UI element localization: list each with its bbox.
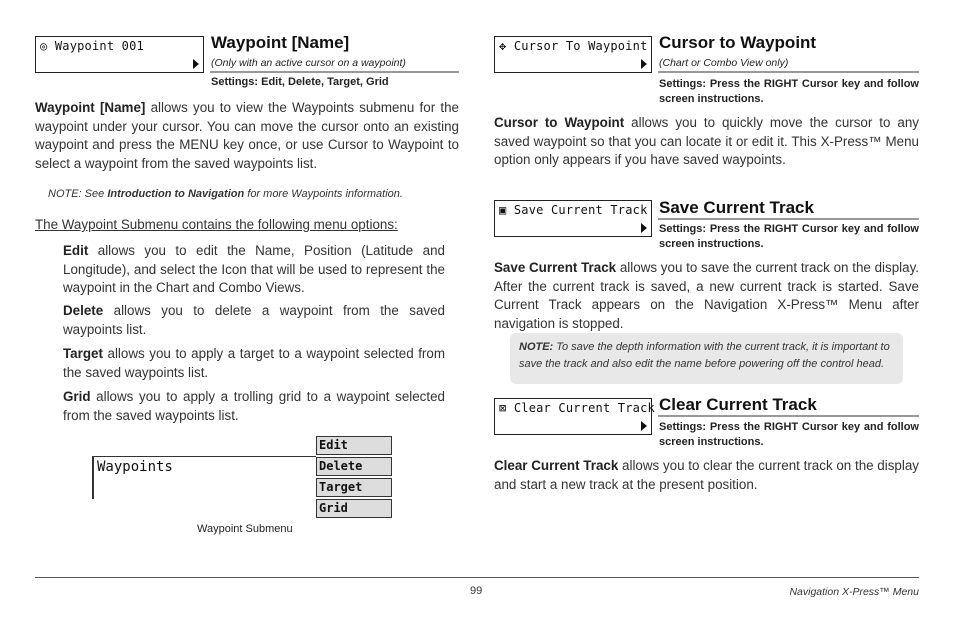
save-track-title: Save Current Track bbox=[659, 198, 814, 217]
option-edit bbox=[63, 242, 445, 298]
waypoint-menu-box bbox=[35, 36, 204, 73]
note-link: Introduction to Navigation bbox=[107, 188, 245, 200]
footer-rule bbox=[35, 577, 919, 578]
clear-track-term: Clear Current Track bbox=[494, 458, 619, 473]
clear-track-body bbox=[494, 457, 919, 494]
cursor-menu-box bbox=[494, 36, 652, 73]
option-delete bbox=[63, 302, 445, 339]
cursor-term: Cursor to Waypoint bbox=[494, 115, 625, 130]
save-track-term: Save Current Track bbox=[494, 260, 617, 275]
save-track-title-rule bbox=[658, 218, 919, 220]
clear-track-menu-label: ⊠ Clear Current Track bbox=[499, 401, 655, 415]
waypoints-panel bbox=[92, 456, 316, 499]
right-arrow-icon bbox=[193, 59, 199, 69]
waypoint-submenu-figure bbox=[92, 436, 394, 520]
footer-section: Navigation X-Press™ Menu bbox=[789, 586, 919, 598]
figure-caption: Waypoint Submenu bbox=[197, 523, 293, 535]
note-pre: See bbox=[81, 188, 108, 200]
waypoint-intro-text: allows you to view the Waypoints submenu for the waypoint under your cursor. You can move the cursor onto an existing waypoint and press the MENU key once, or use Cursor to Waypoint to select a waypoint from the saved waypoints list. bbox=[35, 100, 459, 171]
waypoint-intro-term: Waypoint [Name] bbox=[35, 100, 146, 115]
waypoint-title: Waypoint [Name] bbox=[211, 33, 350, 52]
waypoint-intro bbox=[35, 99, 459, 173]
waypoint-subtitle: (Only with an active cursor on a waypoint) bbox=[211, 57, 406, 69]
cursor-text: allows you to quickly move the cursor to any saved waypoint so that you can locate it or edit it. This X-Press™ Menu option only appears if you have saved waypoints. bbox=[494, 115, 920, 167]
option-grid-term: Grid bbox=[63, 389, 91, 404]
submenu-heading: The Waypoint Submenu contains the following menu options: bbox=[35, 217, 398, 232]
waypoint-title-rule bbox=[210, 71, 459, 73]
clear-track-title: Clear Current Track bbox=[659, 395, 817, 414]
note-post: for more Waypoints information. bbox=[244, 188, 403, 200]
cursor-menu-label: ✥ Cursor To Waypoint bbox=[499, 39, 648, 53]
clear-track-menu-box bbox=[494, 398, 655, 435]
clear-track-text: allows you to clear the current track on the display and start a new track at the present position. bbox=[494, 458, 919, 492]
track-note-text: To save the depth information with the current track, it is important to save the track and also edit the name before powering off the control head. bbox=[519, 341, 890, 370]
option-target bbox=[63, 345, 445, 382]
page-number: 99 bbox=[470, 585, 483, 597]
option-edit-text: allows you to edit the Name, Position (Latitude and Longitude), and select the Icon that will be used to represent the waypoint in the Chart and Combo Views. bbox=[63, 243, 445, 295]
clear-track-title-rule bbox=[658, 415, 919, 417]
option-delete-text: allows you to delete a waypoint from the saved waypoints list. bbox=[63, 303, 445, 337]
clear-track-settings: Settings: Press the RIGHT Cursor key and follow screen instructions. bbox=[659, 421, 919, 448]
save-track-text: allows you to save the current track on the display. After the current track is saved, a new current track is started. Save Current Track appears on the Navigation X-Press™ Menu after navigation is stopped. bbox=[494, 260, 919, 331]
submenu-item-delete: Delete bbox=[316, 457, 392, 476]
track-note-label: NOTE: bbox=[519, 341, 554, 353]
track-note bbox=[519, 339, 895, 373]
option-delete-term: Delete bbox=[63, 303, 104, 318]
save-track-settings: Settings: Press the RIGHT Cursor key and follow screen instructions. bbox=[659, 223, 919, 250]
submenu-item-target: Target bbox=[316, 478, 392, 497]
track-note-box bbox=[510, 333, 903, 384]
option-grid bbox=[63, 388, 445, 425]
option-grid-text: allows you to apply a trolling grid to a waypoint selected from the saved waypoints list. bbox=[63, 389, 445, 423]
cursor-title: Cursor to Waypoint bbox=[659, 33, 817, 52]
save-track-menu-box bbox=[494, 200, 652, 237]
submenu-item-grid: Grid bbox=[316, 499, 392, 518]
waypoint-menu-label: ◎ Waypoint 001 bbox=[40, 39, 144, 53]
cursor-title-rule bbox=[658, 71, 919, 73]
right-arrow-icon bbox=[641, 223, 647, 233]
waypoint-note bbox=[48, 188, 403, 200]
option-target-text: allows you to apply a target to a waypoint selected from the saved waypoints list. bbox=[63, 346, 445, 380]
cursor-body bbox=[494, 114, 919, 170]
waypoints-panel-title: Waypoints bbox=[97, 459, 173, 475]
right-arrow-icon bbox=[641, 59, 647, 69]
submenu-list bbox=[316, 436, 394, 520]
save-track-menu-label: ▣ Save Current Track bbox=[499, 203, 648, 217]
cursor-settings: Settings: Press the RIGHT Cursor key and follow screen instructions. bbox=[659, 78, 919, 105]
submenu-item-edit: Edit bbox=[316, 436, 392, 455]
note-label: NOTE: bbox=[48, 188, 82, 200]
right-arrow-icon bbox=[641, 421, 647, 431]
waypoint-settings: Settings: Edit, Delete, Target, Grid bbox=[211, 76, 389, 88]
cursor-subtitle: (Chart or Combo View only) bbox=[659, 57, 789, 69]
option-edit-term: Edit bbox=[63, 243, 89, 258]
save-track-body bbox=[494, 259, 919, 333]
option-target-term: Target bbox=[63, 346, 103, 361]
